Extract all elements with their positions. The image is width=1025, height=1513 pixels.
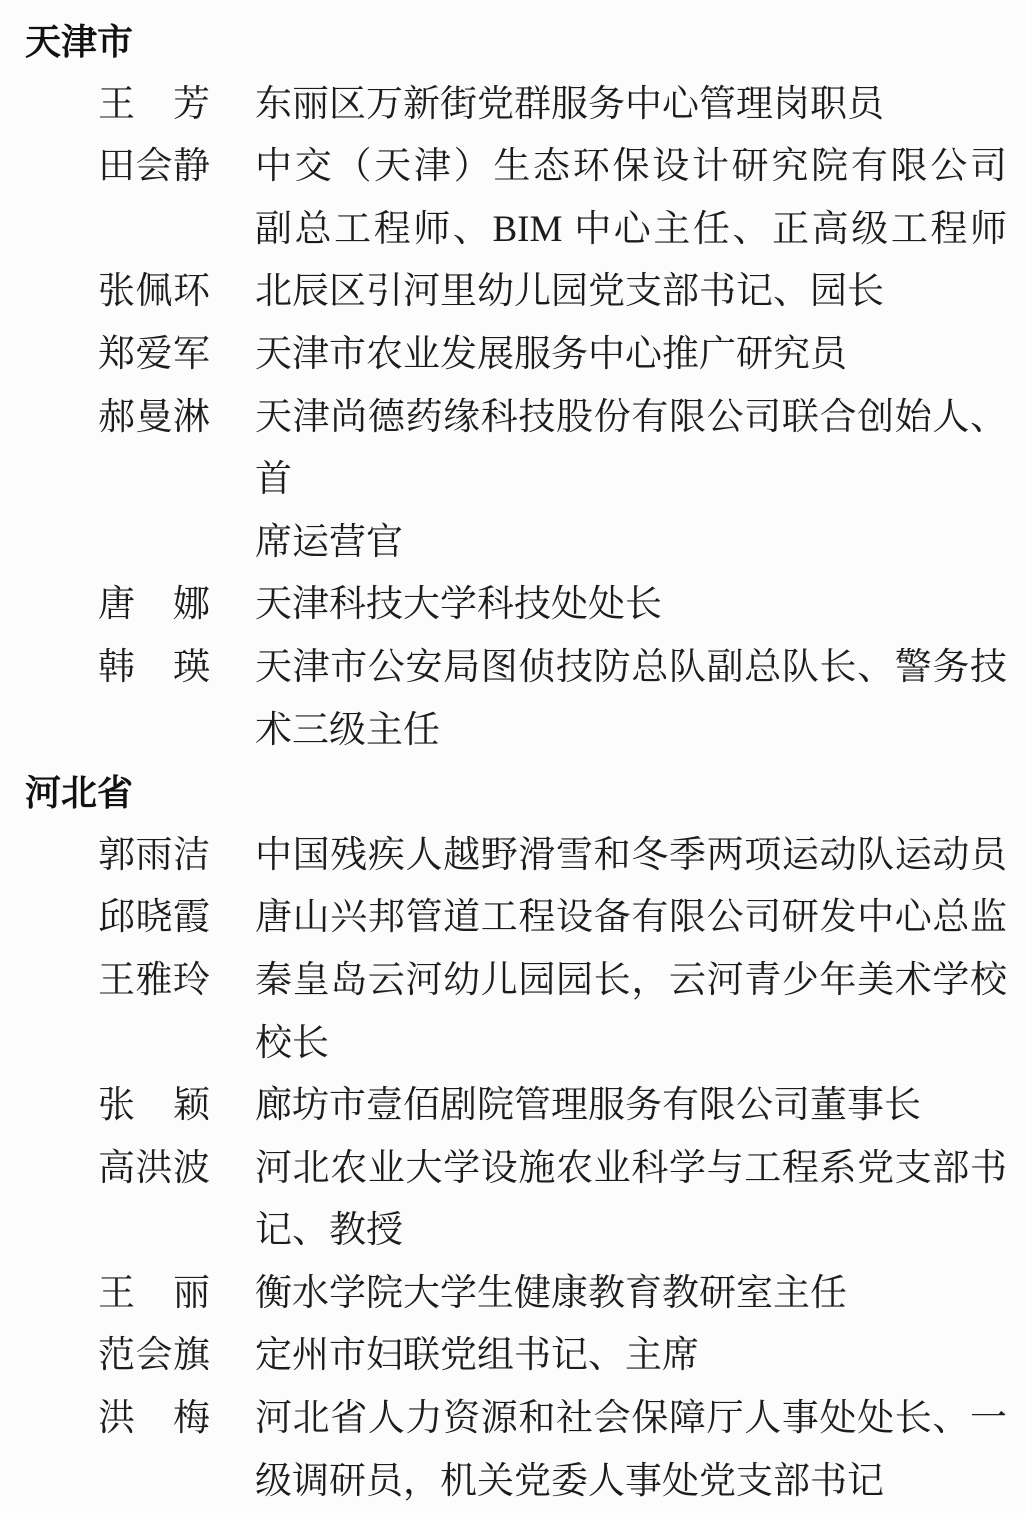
entry-row bbox=[0, 574, 1025, 637]
entry-description bbox=[255, 1075, 1007, 1138]
entry-description bbox=[255, 950, 1007, 1075]
description-line: 廊坊市壹佰剧院管理服务有限公司董事长 bbox=[255, 1085, 921, 1127]
entry-description bbox=[255, 1263, 1007, 1326]
entry-description bbox=[255, 261, 1007, 324]
entry-description bbox=[255, 1325, 1007, 1388]
entry-name: 张佩环 bbox=[98, 271, 210, 313]
entry-name: 王芳 bbox=[98, 83, 210, 125]
entry-row bbox=[0, 887, 1025, 950]
description-line: 术三级主任 bbox=[255, 709, 440, 751]
entry-row bbox=[0, 324, 1025, 387]
entry-row bbox=[0, 1263, 1025, 1326]
entry-row bbox=[0, 637, 1025, 762]
description-line: 级调研员，机关党委人事处党支部书记 bbox=[255, 1460, 884, 1502]
description-line: 秦皇岛云河幼儿园园长，云河青少年美术学校 bbox=[255, 959, 1007, 1001]
entry-name: 唐娜 bbox=[98, 584, 210, 626]
entry-description bbox=[255, 1138, 1007, 1263]
description-line: 副总工程师、BIM 中心主任、正高级工程师 bbox=[255, 208, 1007, 250]
entry-name: 郑爱军 bbox=[98, 333, 210, 375]
description-line: 中国残疾人越野滑雪和冬季两项运动队运动员 bbox=[255, 834, 1007, 876]
entry-row bbox=[0, 825, 1025, 888]
description-line: 衡水学院大学生健康教育教研室主任 bbox=[255, 1272, 847, 1314]
entry-description bbox=[255, 825, 1007, 888]
entry-row bbox=[0, 1325, 1025, 1388]
description-line: 北辰区引河里幼儿园党支部书记、园长 bbox=[255, 271, 884, 313]
description-line: 天津尚德药缘科技股份有限公司联合创始人、首 bbox=[255, 396, 1007, 501]
entry-name: 张颖 bbox=[98, 1085, 210, 1127]
entry-name: 邱晓霞 bbox=[98, 897, 210, 939]
entry-name: 范会旗 bbox=[98, 1335, 210, 1377]
description-line: 天津科技大学科技处处长 bbox=[255, 584, 662, 626]
description-line: 天津市农业发展服务中心推广研究员 bbox=[255, 333, 847, 375]
entry-name: 郝曼淋 bbox=[98, 396, 210, 438]
description-line: 唐山兴邦管道工程设备有限公司研发中心总监 bbox=[255, 897, 1007, 939]
entry-description bbox=[255, 574, 1007, 637]
description-line: 河北省人力资源和社会保障厅人事处处长、一 bbox=[255, 1398, 1007, 1440]
entry-row bbox=[0, 74, 1025, 137]
entry-row bbox=[0, 136, 1025, 261]
description-line: 东丽区万新街党群服务中心管理岗职员 bbox=[255, 83, 884, 125]
entry-name: 郭雨洁 bbox=[98, 834, 210, 876]
entry-name: 韩瑛 bbox=[98, 646, 210, 688]
entry-row bbox=[0, 1138, 1025, 1263]
entry-row bbox=[0, 950, 1025, 1075]
entry-description bbox=[255, 136, 1007, 261]
description-line: 记、教授 bbox=[255, 1210, 403, 1252]
entry-row bbox=[0, 387, 1025, 575]
description-line: 校长 bbox=[255, 1022, 329, 1064]
description-line: 定州市妇联党组书记、主席 bbox=[255, 1335, 699, 1377]
entry-description bbox=[255, 74, 1007, 137]
entry-row bbox=[0, 261, 1025, 324]
entry-name: 高洪波 bbox=[98, 1147, 210, 1189]
entry-row bbox=[0, 1075, 1025, 1138]
entry-row bbox=[0, 1388, 1025, 1513]
description-line: 河北农业大学设施农业科学与工程系党支部书 bbox=[255, 1147, 1007, 1189]
entry-description bbox=[255, 637, 1007, 762]
description-line: 中交（天津）生态环保设计研究院有限公司 bbox=[255, 146, 1007, 188]
entry-name: 王丽 bbox=[98, 1272, 210, 1314]
section-heading: 天津市 bbox=[25, 21, 134, 62]
section-heading: 河北省 bbox=[25, 772, 134, 814]
entry-name: 洪梅 bbox=[98, 1398, 210, 1440]
entry-description bbox=[255, 1388, 1007, 1513]
entry-name: 王雅玲 bbox=[98, 959, 210, 1001]
description-line: 席运营官 bbox=[255, 521, 403, 563]
entry-description bbox=[255, 387, 1007, 575]
description-line: 天津市公安局图侦技防总队副总队长、警务技 bbox=[255, 646, 1007, 688]
entry-name: 田会静 bbox=[98, 146, 210, 188]
entry-description bbox=[255, 324, 1007, 387]
entry-description bbox=[255, 887, 1007, 950]
